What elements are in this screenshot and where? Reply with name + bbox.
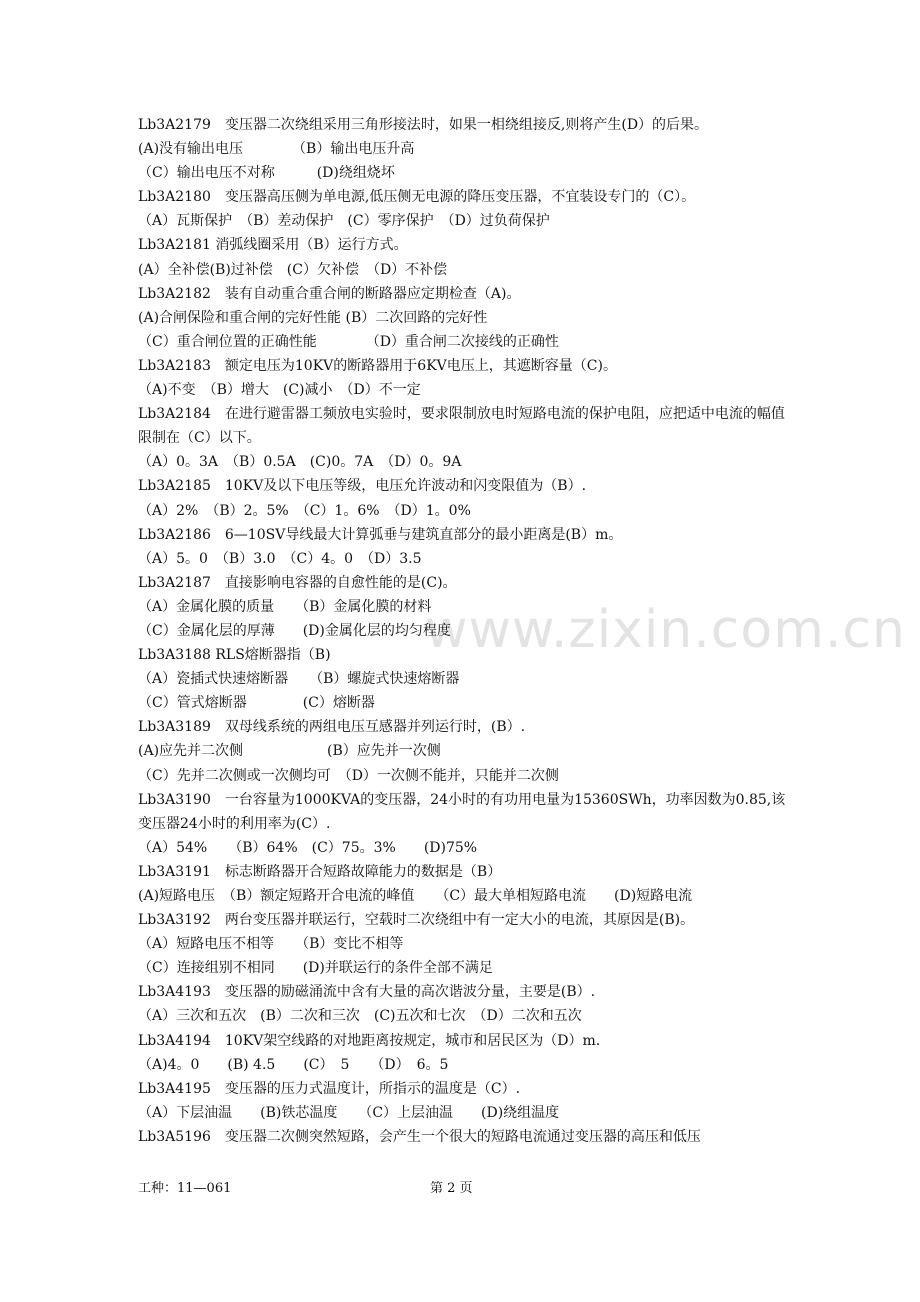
text-line: （A）短路电压不相等 （B）变比不相等 — [138, 936, 404, 953]
watermark-text: www.zixin.com.cn — [425, 600, 906, 660]
document-body — [138, 113, 788, 1149]
text-line: Lb3A4195 变压器的压力式温度计，所指示的温度是（C）. — [138, 1080, 521, 1097]
text-line: Lb3A2185 10KV及以下电压等级，电压允许波动和闪变限值为（B）. — [138, 478, 587, 495]
text-line: Lb3A2180 变压器高压侧为单电源,低压侧无电源的降压变压器，不宜装设专门的（C）。 — [138, 189, 696, 206]
text-line: Lb3A3191 标志断路器开合短路故障能力的数据是（B） — [138, 863, 502, 880]
text-line: （C）先并二次侧或一次侧均可 （D）一次侧不能并，只能并二次侧 — [138, 767, 559, 784]
text-line: （A）54% （B）64% (C）75。3% (D)75% — [138, 839, 478, 856]
text-line: (A）全补偿(B)过补偿 (C）欠补偿 （D）不补偿 — [138, 261, 448, 278]
text-line: Lb3A2181 消弧线圈采用（B）运行方式。 — [138, 237, 408, 254]
text-line: Lb3A2186 6—10SV导线最大计算弧垂与建筑直部分的最小距离是(B）m。 — [138, 526, 623, 543]
text-line: Lb3A3190 一台容量为1000KVA的变压器，24小时的有功用电量为15360SWh，功率因数为0.85,该变压器24小时的利用率为(C）. — [138, 791, 786, 832]
text-line: （A）5。0 （B）3.0 （C）4。0 （D）3.5 — [138, 550, 422, 567]
text-line: （A）瓷插式快速熔断器 （B）螺旋式快速熔断器 — [138, 671, 460, 688]
text-line: Lb3A2184 在进行避雷器工频放电实验时，要求限制放电时短路电流的保护电阻，应把适中电流的幅值限制在（C）以下。 — [138, 406, 785, 447]
footer-job-code: 工种：11—061 — [138, 1181, 232, 1196]
text-line: Lb3A2187 直接影响电容器的自愈性能的是(C)。 — [138, 574, 457, 591]
text-line: （A）0。3A （B）0.5A (C)0。7A （D）0。9A — [138, 454, 462, 471]
text-line: (A)没有输出电压 （B）输出电压升高 — [138, 141, 415, 158]
text-line: （A）金属化膜的质量 （B）金属化膜的材料 — [138, 598, 432, 615]
text-line: Lb3A5196 变压器二次侧突然短路，会产生一个很大的短路电流通过变压器的高压和低压 — [138, 1128, 701, 1145]
text-line: （C）输出电压不对称 (D)绕组烧坏 — [138, 165, 395, 182]
text-line: Lb3A4194 10KV架空线路的对地距离按规定，城市和居民区为（D）m. — [138, 1032, 601, 1049]
footer-page-number: 第 2 页 — [430, 1181, 473, 1196]
text-line: Lb3A4193 变压器的励磁涌流中含有大量的高次谐波分量，主要是(B）. — [138, 984, 596, 1001]
text-line: （C）管式熔断器 (C）熔断器 — [138, 695, 375, 712]
text-line: （A）下层油温 (B)铁芯温度 （C）上层油温 (D)绕组温度 — [138, 1104, 560, 1121]
text-line: (A)合闸保险和重合闸的完好性能 (B）二次回路的完好性 — [138, 309, 488, 326]
text-line: Lb3A3192 两台变压器并联运行，空载时二次绕组中有一定大小的电流，其原因是(B)。 — [138, 912, 695, 929]
text-line: Lb3A2183 额定电压为10KV的断路器用于6KV电压上，其遮断容量（C)。 — [138, 357, 617, 374]
text-line: (A)短路电压 （B）额定短路开合电流的峰值 （C）最大单相短路电流 (D)短路电流 — [138, 888, 693, 904]
text-line: Lb3A2182 装有自动重合重合闸的断路器应定期检查（A)。 — [138, 285, 521, 302]
text-line: （C）重合闸位置的正确性能 （D）重合闸二次接线的正确性 — [138, 333, 559, 350]
text-line: （A)4。0 (B) 4.5 (C） 5 （D） 6。5 — [138, 1056, 449, 1073]
text-line: （C）连接组别不相同 (D)并联运行的条件全部不满足 — [138, 960, 493, 977]
text-line: （C）金属化层的厚薄 (D)金属化层的均匀程度 — [138, 622, 451, 639]
text-line: (A)应先并二次侧 (B）应先并一次侧 — [138, 743, 441, 760]
text-line: Lb3A3189 双母线系统的两组电压互感器并列运行时，(B）. — [138, 719, 526, 736]
text-line: Lb3A2179 变压器二次绕组采用三角形接法时，如果一相绕组接反,则将产生(D）的后果。 — [138, 117, 709, 133]
text-line: （A）瓦斯保护 （B）差动保护 (C）零序保护 （D）过负荷保护 — [138, 213, 550, 230]
text-line: （A）2% （B）2。5% （C）1。6% （D）1。0% — [138, 502, 471, 519]
text-line: Lb3A3188 RLS熔断器指（B) — [138, 647, 331, 664]
text-line: （A）三次和五次 (B）二次和三次 (C)五次和七次 （D）二次和五次 — [138, 1008, 582, 1025]
text-line: （A)不变 （B）增大 (C)减小 （D）不一定 — [138, 382, 421, 399]
